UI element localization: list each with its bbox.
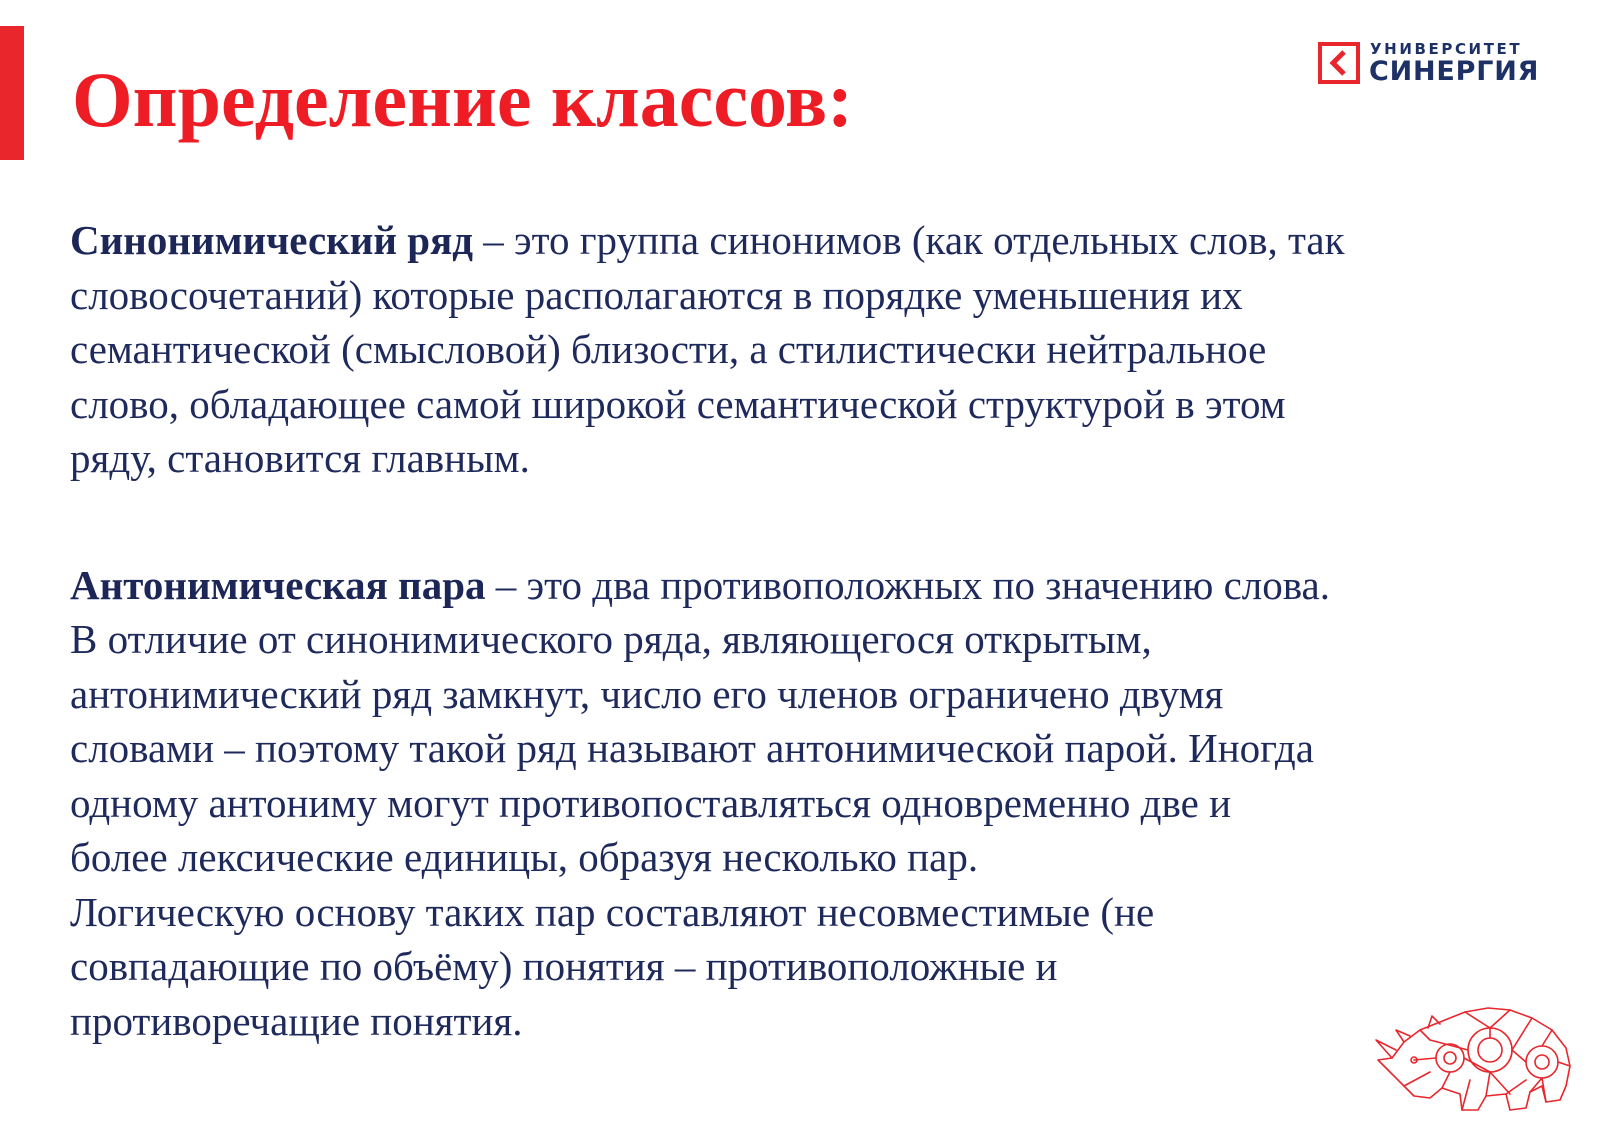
text-line-part: – это два противоположных по значению слова. [485,561,1330,608]
text-line: слово, обладающее самой широкой семантической структурой в этом [70,380,1286,427]
accent-bar [0,26,24,160]
text-line: Логическую основу таких пар составляют несовместимые (не [70,888,1155,935]
logo-text-university: УНИВЕРСИТЕТ [1370,40,1523,58]
university-logo [1318,40,1548,90]
text-line-part: – это группа синонимов (как отдельных слов, так [473,217,1345,263]
text-line: ряду, становится главным. [70,435,530,481]
synonym-term: Синонимический ряд [70,217,474,263]
slide-title: Определение классов: [72,56,854,143]
text-line: более лексические единицы, образуя несколько пар. [70,834,979,880]
text-line: словами – поэтому такой ряд называют антонимической парой. Иногда [70,725,1314,771]
logo-text-synergy: СИНЕРГИЯ [1369,56,1540,87]
text-line: семантической (смысловой) близости, а стилистически нейтральное [70,326,1267,372]
text-line: совпадающие по объёму) понятия – противоположные и [70,943,1058,989]
antonym-paragraph [70,558,1500,1049]
text-line: одному антониму могут противопоставляться одновременно две и [70,779,1232,826]
rhino-icon [1370,1000,1580,1115]
text-line [70,558,1500,613]
text-line: антонимический ряд замкнут, число его членов ограничено двумя [70,670,1224,717]
text-line: В отличие от синонимического ряда, являющегося открытым, [70,616,1152,662]
text-line: противоречащие понятия. [70,997,523,1044]
antonym-term: Антонимическая пара [70,561,486,608]
synergy-logo-icon [1318,42,1360,84]
text-line [70,213,1500,268]
text-line: словосочетаний) которые располагаются в порядке уменьшения их [70,271,1243,318]
slide-content [70,213,1500,1048]
synonym-paragraph [70,213,1500,486]
